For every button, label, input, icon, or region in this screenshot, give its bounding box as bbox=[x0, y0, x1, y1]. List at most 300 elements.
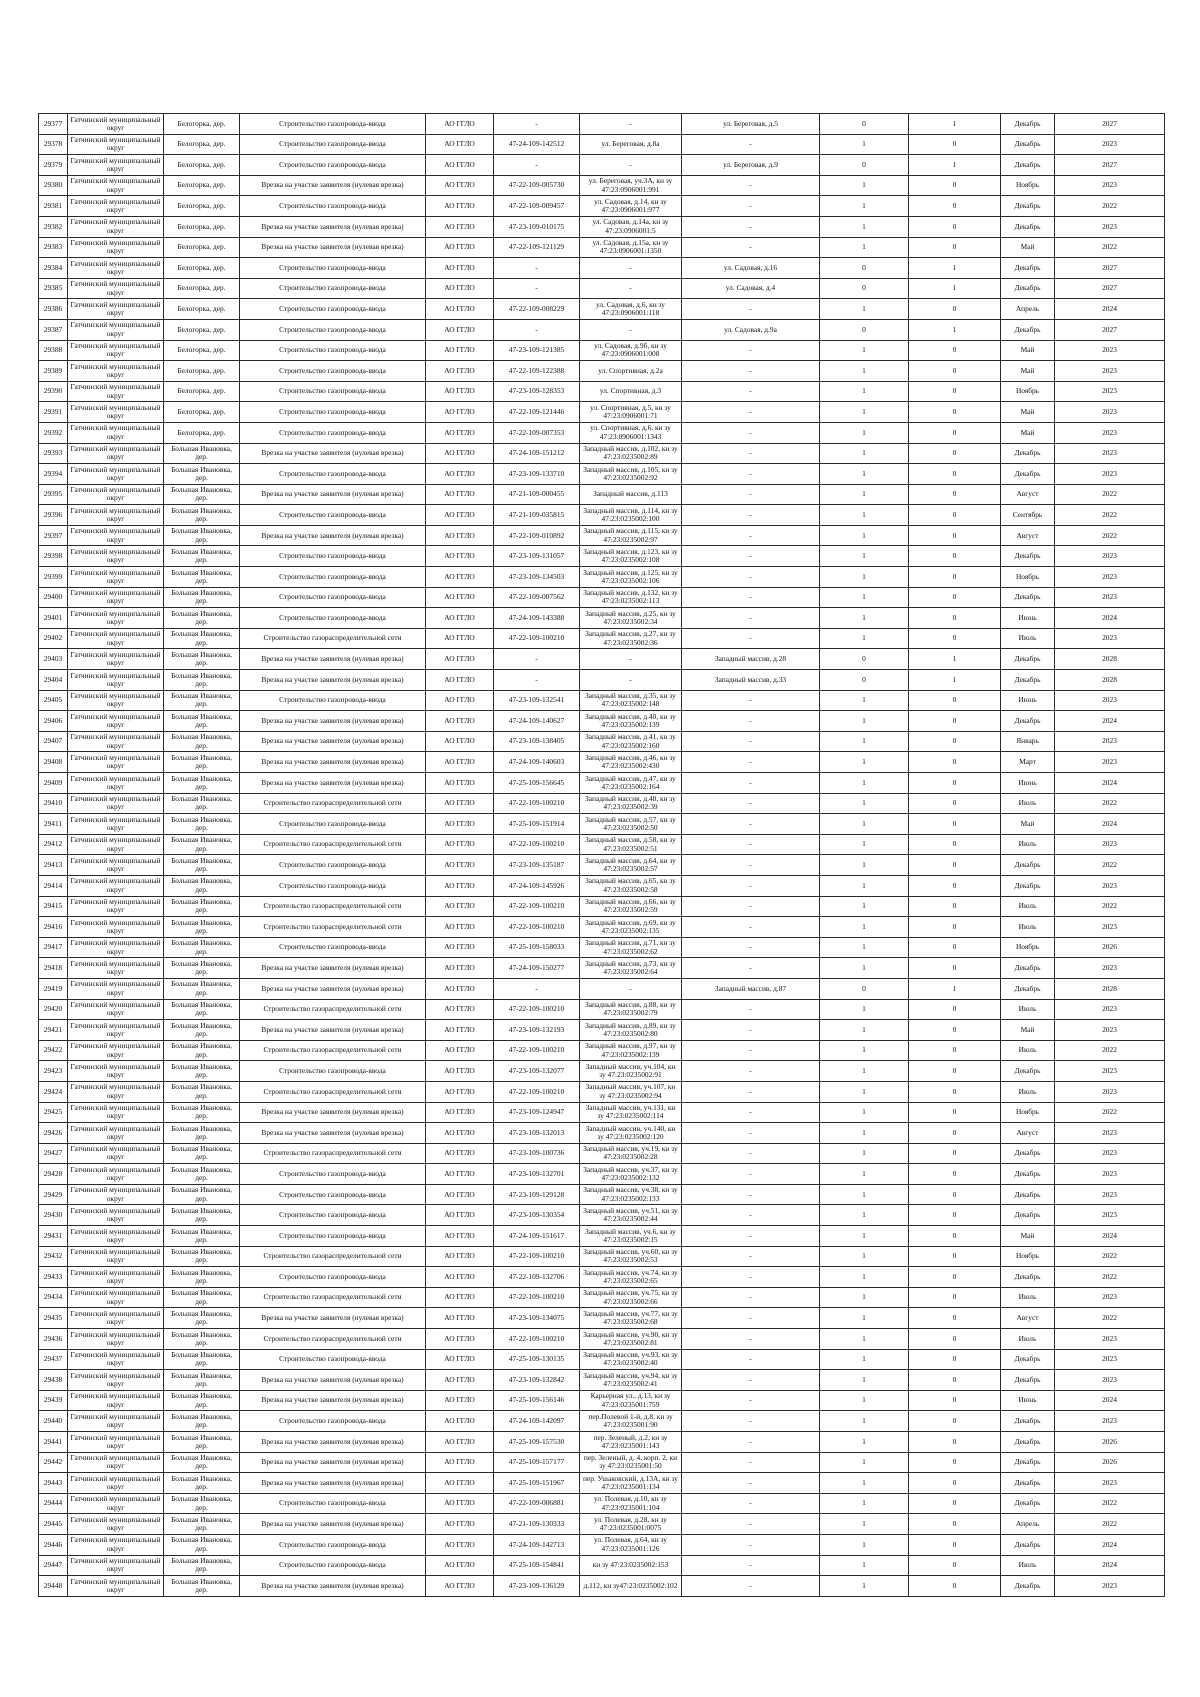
cell-flag-planned: 0 bbox=[909, 731, 1001, 752]
cell-district: Гатчинский муниципальный округ bbox=[68, 196, 164, 217]
cell-locality: Белогорка, дер. bbox=[164, 299, 240, 320]
cell-flag-actual: 0 bbox=[820, 670, 909, 691]
cell-operator: АО ГГЛО bbox=[426, 1081, 494, 1102]
cell-operator: АО ГГЛО bbox=[426, 1370, 494, 1391]
cell-district: Гатчинский муниципальный округ bbox=[68, 299, 164, 320]
cell-work-type: Строительство газопровода-ввода bbox=[240, 567, 426, 588]
table-row bbox=[39, 587, 1165, 608]
cell-planned-address: - bbox=[682, 1184, 820, 1205]
cell-row-number: 29423 bbox=[39, 1061, 68, 1082]
cell-planned-address: - bbox=[682, 1061, 820, 1082]
cell-locality: Большая Ивановка, дер. bbox=[164, 773, 240, 794]
cell-application-number: 47-23-109-133710 bbox=[494, 464, 580, 485]
cell-month: Май bbox=[1001, 1020, 1055, 1041]
cell-row-number: 29381 bbox=[39, 196, 68, 217]
cell-flag-planned: 0 bbox=[909, 937, 1001, 958]
cell-operator: АО ГГЛО bbox=[426, 1246, 494, 1267]
cell-planned-address: ул. Садовая, д.4 bbox=[682, 278, 820, 299]
cell-locality: Большая Ивановка, дер. bbox=[164, 505, 240, 526]
cell-work-type: Врезка на участке заявителя (нулевая врезка) bbox=[240, 1102, 426, 1123]
cell-district: Гатчинский муниципальный округ bbox=[68, 814, 164, 835]
cell-year: 2023 bbox=[1055, 1411, 1165, 1432]
cell-flag-planned: 0 bbox=[909, 608, 1001, 629]
cell-work-type: Строительство газораспределительной сети bbox=[240, 1329, 426, 1350]
cell-district: Гатчинский муниципальный округ bbox=[68, 1329, 164, 1350]
cell-month: Июль bbox=[1001, 917, 1055, 938]
cell-row-number: 29429 bbox=[39, 1184, 68, 1205]
cell-district: Гатчинский муниципальный округ bbox=[68, 1081, 164, 1102]
cell-district: Гатчинский муниципальный округ bbox=[68, 1267, 164, 1288]
cell-flag-planned: 0 bbox=[909, 381, 1001, 402]
cell-planned-address: - bbox=[682, 361, 820, 382]
cell-planned-address: - bbox=[682, 896, 820, 917]
cell-locality: Большая Ивановка, дер. bbox=[164, 752, 240, 773]
cell-work-type: Строительство газопровода-ввода bbox=[240, 196, 426, 217]
cell-planned-address: - bbox=[682, 752, 820, 773]
cell-work-type: Врезка на участке заявителя (нулевая врезка) bbox=[240, 525, 426, 546]
cell-flag-actual: 1 bbox=[820, 937, 909, 958]
cell-application-number: 47-24-109-142713 bbox=[494, 1534, 580, 1555]
cell-flag-planned: 0 bbox=[909, 216, 1001, 237]
cell-flag-actual: 1 bbox=[820, 546, 909, 567]
cell-work-type: Строительство газопровода-ввода bbox=[240, 855, 426, 876]
cell-locality: Большая Ивановка, дер. bbox=[164, 1329, 240, 1350]
cell-locality: Большая Ивановка, дер. bbox=[164, 649, 240, 670]
cell-district: Гатчинский муниципальный округ bbox=[68, 1534, 164, 1555]
cell-application-number: 47-23-109-124947 bbox=[494, 1102, 580, 1123]
table-row bbox=[39, 422, 1165, 443]
cell-address: Западный массив, д.25, кн зу 47:23:0235002:34 bbox=[580, 608, 682, 629]
cell-flag-planned: 0 bbox=[909, 443, 1001, 464]
cell-flag-planned: 0 bbox=[909, 1576, 1001, 1597]
cell-locality: Белогорка, дер. bbox=[164, 134, 240, 155]
cell-planned-address: - bbox=[682, 196, 820, 217]
cell-address: ул. Береговая, д.8а bbox=[580, 134, 682, 155]
cell-flag-actual: 1 bbox=[820, 340, 909, 361]
cell-flag-planned: 0 bbox=[909, 1534, 1001, 1555]
cell-district: Гатчинский муниципальный округ bbox=[68, 1370, 164, 1391]
cell-operator: АО ГГЛО bbox=[426, 525, 494, 546]
cell-district: Гатчинский муниципальный округ bbox=[68, 793, 164, 814]
cell-locality: Большая Ивановка, дер. bbox=[164, 917, 240, 938]
cell-flag-actual: 1 bbox=[820, 1452, 909, 1473]
cell-year: 2028 bbox=[1055, 649, 1165, 670]
cell-planned-address: - bbox=[682, 834, 820, 855]
cell-flag-actual: 1 bbox=[820, 1081, 909, 1102]
cell-address: Западный массив, уч.107, кн зу 47:23:0235002:94 bbox=[580, 1081, 682, 1102]
cell-application-number: 47-25-109-154841 bbox=[494, 1555, 580, 1576]
cell-month: Июль bbox=[1001, 1040, 1055, 1061]
cell-address: Западный массив, уч.6, кн зу 47:23:0235002:15 bbox=[580, 1226, 682, 1247]
cell-locality: Большая Ивановка, дер. bbox=[164, 1534, 240, 1555]
cell-locality: Белогорка, дер. bbox=[164, 196, 240, 217]
cell-flag-planned: 0 bbox=[909, 628, 1001, 649]
cell-planned-address: - bbox=[682, 175, 820, 196]
cell-locality: Большая Ивановка, дер. bbox=[164, 834, 240, 855]
cell-locality: Большая Ивановка, дер. bbox=[164, 1514, 240, 1535]
cell-work-type: Врезка на участке заявителя (нулевая врезка) bbox=[240, 731, 426, 752]
cell-locality: Большая Ивановка, дер. bbox=[164, 793, 240, 814]
cell-planned-address: Западный массив, д.87 bbox=[682, 978, 820, 999]
table-row bbox=[39, 1102, 1165, 1123]
cell-district: Гатчинский муниципальный округ bbox=[68, 402, 164, 423]
cell-flag-planned: 0 bbox=[909, 896, 1001, 917]
cell-application-number: 47-23-109-138405 bbox=[494, 731, 580, 752]
table-row bbox=[39, 711, 1165, 732]
cell-work-type: Строительство газораспределительной сети bbox=[240, 1143, 426, 1164]
cell-year: 2022 bbox=[1055, 1102, 1165, 1123]
cell-district: Гатчинский муниципальный округ bbox=[68, 896, 164, 917]
cell-district: Гатчинский муниципальный округ bbox=[68, 1061, 164, 1082]
cell-planned-address: - bbox=[682, 1390, 820, 1411]
cell-work-type: Врезка на участке заявителя (нулевая врезка) bbox=[240, 978, 426, 999]
cell-district: Гатчинский муниципальный округ bbox=[68, 628, 164, 649]
cell-planned-address: - bbox=[682, 505, 820, 526]
cell-locality: Большая Ивановка, дер. bbox=[164, 855, 240, 876]
cell-planned-address: - bbox=[682, 999, 820, 1020]
cell-work-type: Врезка на участке заявителя (нулевая врезка) bbox=[240, 1514, 426, 1535]
table-row bbox=[39, 1329, 1165, 1350]
cell-row-number: 29388 bbox=[39, 340, 68, 361]
cell-locality: Большая Ивановка, дер. bbox=[164, 978, 240, 999]
table-row bbox=[39, 1143, 1165, 1164]
cell-work-type: Врезка на участке заявителя (нулевая врезка) bbox=[240, 1020, 426, 1041]
cell-month: Декабрь bbox=[1001, 1184, 1055, 1205]
cell-address: - bbox=[580, 155, 682, 176]
cell-address: Западный массив, уч.51, кн зу 47:23:0235002:44 bbox=[580, 1205, 682, 1226]
cell-month: Апрель bbox=[1001, 299, 1055, 320]
cell-row-number: 29413 bbox=[39, 855, 68, 876]
cell-month: Декабрь bbox=[1001, 134, 1055, 155]
cell-month: Декабрь bbox=[1001, 875, 1055, 896]
cell-row-number: 29383 bbox=[39, 237, 68, 258]
cell-application-number: 47-25-109-156146 bbox=[494, 1390, 580, 1411]
cell-locality: Белогорка, дер. bbox=[164, 381, 240, 402]
cell-locality: Большая Ивановка, дер. bbox=[164, 875, 240, 896]
table-row bbox=[39, 1411, 1165, 1432]
cell-row-number: 29391 bbox=[39, 402, 68, 423]
cell-district: Гатчинский муниципальный округ bbox=[68, 711, 164, 732]
cell-district: Гатчинский муниципальный округ bbox=[68, 875, 164, 896]
cell-row-number: 29379 bbox=[39, 155, 68, 176]
cell-work-type: Строительство газопровода-ввода bbox=[240, 1411, 426, 1432]
cell-work-type: Строительство газопровода-ввода bbox=[240, 278, 426, 299]
cell-locality: Белогорка, дер. bbox=[164, 319, 240, 340]
cell-month: Июнь bbox=[1001, 690, 1055, 711]
cell-address: ул. Садовая, д.15а, кн зу 47:23:0906001:1350 bbox=[580, 237, 682, 258]
cell-district: Гатчинский муниципальный округ bbox=[68, 855, 164, 876]
cell-address: ул. Садовая, д.6, кн зу 47:23:0906001:118 bbox=[580, 299, 682, 320]
cell-locality: Большая Ивановка, дер. bbox=[164, 525, 240, 546]
cell-address: Западный массив, уч.75, кн зу 47:23:0235002:66 bbox=[580, 1287, 682, 1308]
cell-planned-address: - bbox=[682, 917, 820, 938]
cell-year: 2023 bbox=[1055, 422, 1165, 443]
cell-address: - bbox=[580, 278, 682, 299]
cell-application-number: 47-25-109-157530 bbox=[494, 1432, 580, 1453]
cell-planned-address: - bbox=[682, 608, 820, 629]
cell-row-number: 29385 bbox=[39, 278, 68, 299]
cell-work-type: Врезка на участке заявителя (нулевая врезка) bbox=[240, 484, 426, 505]
cell-planned-address: - bbox=[682, 381, 820, 402]
cell-flag-planned: 0 bbox=[909, 814, 1001, 835]
cell-address: д.112, кн зу47:23:0235002:102 bbox=[580, 1576, 682, 1597]
cell-locality: Белогорка, дер. bbox=[164, 278, 240, 299]
cell-application-number: 47-22-109-007353 bbox=[494, 422, 580, 443]
cell-row-number: 29438 bbox=[39, 1370, 68, 1391]
cell-work-type: Строительство газопровода-ввода bbox=[240, 1184, 426, 1205]
cell-application-number: - bbox=[494, 114, 580, 135]
cell-district: Гатчинский муниципальный округ bbox=[68, 1349, 164, 1370]
cell-planned-address: - bbox=[682, 1493, 820, 1514]
cell-application-number: 47-25-109-156645 bbox=[494, 773, 580, 794]
cell-month: Декабрь bbox=[1001, 216, 1055, 237]
cell-address: ул. Полевая, д.64, кн зу 47:23:0235001:126 bbox=[580, 1534, 682, 1555]
cell-district: Гатчинский муниципальный округ bbox=[68, 175, 164, 196]
cell-application-number: 47-22-109-008229 bbox=[494, 299, 580, 320]
cell-operator: АО ГГЛО bbox=[426, 134, 494, 155]
cell-row-number: 29400 bbox=[39, 587, 68, 608]
cell-work-type: Врезка на участке заявителя (нулевая врезка) bbox=[240, 216, 426, 237]
cell-address: Западный массив, уч.104, кн зу 47:23:0235002:91 bbox=[580, 1061, 682, 1082]
cell-district: Гатчинский муниципальный округ bbox=[68, 340, 164, 361]
cell-address: - bbox=[580, 670, 682, 691]
table-row bbox=[39, 464, 1165, 485]
cell-flag-planned: 0 bbox=[909, 1349, 1001, 1370]
cell-locality: Большая Ивановка, дер. bbox=[164, 443, 240, 464]
cell-locality: Белогорка, дер. bbox=[164, 237, 240, 258]
cell-operator: АО ГГЛО bbox=[426, 670, 494, 691]
table-row bbox=[39, 1123, 1165, 1144]
cell-work-type: Врезка на участке заявителя (нулевая врезка) bbox=[240, 443, 426, 464]
cell-flag-actual: 1 bbox=[820, 1205, 909, 1226]
cell-district: Гатчинский муниципальный округ bbox=[68, 690, 164, 711]
cell-flag-planned: 0 bbox=[909, 834, 1001, 855]
cell-work-type: Врезка на участке заявителя (нулевая врезка) bbox=[240, 1390, 426, 1411]
cell-operator: АО ГГЛО bbox=[426, 1411, 494, 1432]
cell-flag-actual: 1 bbox=[820, 1534, 909, 1555]
cell-work-type: Строительство газораспределительной сети bbox=[240, 917, 426, 938]
cell-flag-planned: 0 bbox=[909, 340, 1001, 361]
cell-planned-address: - bbox=[682, 422, 820, 443]
cell-year: 2023 bbox=[1055, 1349, 1165, 1370]
cell-flag-planned: 0 bbox=[909, 1143, 1001, 1164]
cell-operator: АО ГГЛО bbox=[426, 1308, 494, 1329]
cell-application-number: 47-24-109-142512 bbox=[494, 134, 580, 155]
cell-year: 2023 bbox=[1055, 175, 1165, 196]
cell-address: пер. Зеленый, д.2, кн зу 47:23:0235001:143 bbox=[580, 1432, 682, 1453]
cell-district: Гатчинский муниципальный округ bbox=[68, 1576, 164, 1597]
cell-application-number: 47-22-109-121129 bbox=[494, 237, 580, 258]
cell-locality: Белогорка, дер. bbox=[164, 258, 240, 279]
cell-flag-planned: 1 bbox=[909, 258, 1001, 279]
table-row bbox=[39, 1267, 1165, 1288]
cell-locality: Большая Ивановка, дер. bbox=[164, 567, 240, 588]
cell-row-number: 29445 bbox=[39, 1514, 68, 1535]
cell-flag-actual: 1 bbox=[820, 1576, 909, 1597]
cell-flag-actual: 1 bbox=[820, 1164, 909, 1185]
cell-operator: АО ГГЛО bbox=[426, 1102, 494, 1123]
cell-year: 2027 bbox=[1055, 278, 1165, 299]
table-row bbox=[39, 237, 1165, 258]
cell-flag-planned: 0 bbox=[909, 484, 1001, 505]
cell-month: Декабрь bbox=[1001, 1164, 1055, 1185]
cell-address: - bbox=[580, 649, 682, 670]
cell-district: Гатчинский муниципальный округ bbox=[68, 114, 164, 135]
cell-address: пер.Полевой 1-й, д.8, кн зу 47:23:0235001:90 bbox=[580, 1411, 682, 1432]
cell-flag-actual: 0 bbox=[820, 278, 909, 299]
cell-application-number: 47-25-109-151914 bbox=[494, 814, 580, 835]
cell-district: Гатчинский муниципальный округ bbox=[68, 237, 164, 258]
cell-work-type: Строительство газораспределительной сети bbox=[240, 628, 426, 649]
cell-year: 2022 bbox=[1055, 525, 1165, 546]
cell-address: ул. Садовая, д.9б, кн зу 47:23:0906001:008 bbox=[580, 340, 682, 361]
cell-district: Гатчинский муниципальный округ bbox=[68, 773, 164, 794]
cell-application-number: 47-23-109-121385 bbox=[494, 340, 580, 361]
cell-flag-planned: 1 bbox=[909, 978, 1001, 999]
cell-month: Июль bbox=[1001, 628, 1055, 649]
cell-district: Гатчинский муниципальный округ bbox=[68, 1514, 164, 1535]
cell-year: 2022 bbox=[1055, 1246, 1165, 1267]
cell-flag-planned: 0 bbox=[909, 1432, 1001, 1453]
cell-year: 2023 bbox=[1055, 1473, 1165, 1494]
cell-flag-planned: 0 bbox=[909, 361, 1001, 382]
cell-flag-planned: 0 bbox=[909, 1411, 1001, 1432]
cell-operator: АО ГГЛО bbox=[426, 299, 494, 320]
cell-flag-actual: 1 bbox=[820, 1493, 909, 1514]
cell-application-number: 47-22-109-009457 bbox=[494, 196, 580, 217]
cell-flag-actual: 1 bbox=[820, 216, 909, 237]
cell-planned-address: - bbox=[682, 773, 820, 794]
cell-year: 2024 bbox=[1055, 773, 1165, 794]
cell-district: Гатчинский муниципальный округ bbox=[68, 505, 164, 526]
cell-month: Август bbox=[1001, 525, 1055, 546]
cell-locality: Большая Ивановка, дер. bbox=[164, 1473, 240, 1494]
cell-work-type: Врезка на участке заявителя (нулевая врезка) bbox=[240, 1370, 426, 1391]
cell-planned-address: - bbox=[682, 567, 820, 588]
cell-flag-actual: 1 bbox=[820, 1555, 909, 1576]
cell-operator: АО ГГЛО bbox=[426, 1452, 494, 1473]
table-row bbox=[39, 834, 1165, 855]
cell-work-type: Строительство газопровода-ввода bbox=[240, 1061, 426, 1082]
cell-locality: Большая Ивановка, дер. bbox=[164, 690, 240, 711]
cell-row-number: 29440 bbox=[39, 1411, 68, 1432]
cell-row-number: 29428 bbox=[39, 1164, 68, 1185]
cell-work-type: Строительство газораспределительной сети bbox=[240, 1081, 426, 1102]
cell-row-number: 29377 bbox=[39, 114, 68, 135]
table-row bbox=[39, 278, 1165, 299]
cell-month: Декабрь bbox=[1001, 196, 1055, 217]
cell-month: Декабрь bbox=[1001, 443, 1055, 464]
cell-work-type: Строительство газопровода-ввода bbox=[240, 299, 426, 320]
cell-operator: АО ГГЛО bbox=[426, 464, 494, 485]
cell-flag-planned: 0 bbox=[909, 875, 1001, 896]
cell-locality: Большая Ивановка, дер. bbox=[164, 1349, 240, 1370]
table-row bbox=[39, 1576, 1165, 1597]
cell-year: 2024 bbox=[1055, 814, 1165, 835]
cell-district: Гатчинский муниципальный округ bbox=[68, 1493, 164, 1514]
cell-planned-address: - bbox=[682, 1020, 820, 1041]
cell-address: Западный массив, д.89, кн зу 47:23:0235002:80 bbox=[580, 1020, 682, 1041]
cell-locality: Большая Ивановка, дер. bbox=[164, 484, 240, 505]
cell-work-type: Строительство газопровода-ввода bbox=[240, 134, 426, 155]
cell-year: 2023 bbox=[1055, 340, 1165, 361]
cell-work-type: Строительство газопровода-ввода bbox=[240, 587, 426, 608]
cell-locality: Большая Ивановка, дер. bbox=[164, 546, 240, 567]
cell-application-number: - bbox=[494, 670, 580, 691]
cell-planned-address: - bbox=[682, 1267, 820, 1288]
cell-application-number: 47-22-109-007562 bbox=[494, 587, 580, 608]
cell-flag-actual: 1 bbox=[820, 875, 909, 896]
cell-flag-actual: 1 bbox=[820, 834, 909, 855]
cell-flag-actual: 1 bbox=[820, 752, 909, 773]
cell-planned-address: - bbox=[682, 1514, 820, 1535]
cell-month: Май bbox=[1001, 361, 1055, 382]
cell-month: Декабрь bbox=[1001, 649, 1055, 670]
table-row bbox=[39, 196, 1165, 217]
cell-address: - bbox=[580, 258, 682, 279]
cell-year: 2024 bbox=[1055, 711, 1165, 732]
cell-month: Декабрь bbox=[1001, 1493, 1055, 1514]
cell-operator: АО ГГЛО bbox=[426, 155, 494, 176]
cell-address: ул. Садовая, д.14а, кн зу 47:23:0906001:5 bbox=[580, 216, 682, 237]
cell-month: Декабрь bbox=[1001, 1349, 1055, 1370]
cell-planned-address: ул. Береговая, д.5 bbox=[682, 114, 820, 135]
cell-operator: АО ГГЛО bbox=[426, 978, 494, 999]
cell-locality: Большая Ивановка, дер. bbox=[164, 711, 240, 732]
cell-flag-planned: 0 bbox=[909, 1493, 1001, 1514]
cell-flag-planned: 0 bbox=[909, 1246, 1001, 1267]
cell-application-number: 47-24-109-143388 bbox=[494, 608, 580, 629]
cell-year: 2022 bbox=[1055, 896, 1165, 917]
cell-locality: Белогорка, дер. bbox=[164, 175, 240, 196]
cell-flag-planned: 0 bbox=[909, 1102, 1001, 1123]
cell-work-type: Строительство газораспределительной сети bbox=[240, 1040, 426, 1061]
cell-operator: АО ГГЛО bbox=[426, 505, 494, 526]
table-row bbox=[39, 958, 1165, 979]
cell-year: 2023 bbox=[1055, 1081, 1165, 1102]
cell-district: Гатчинский муниципальный округ bbox=[68, 216, 164, 237]
cell-month: Декабрь bbox=[1001, 670, 1055, 691]
cell-application-number: 47-23-109-131057 bbox=[494, 546, 580, 567]
cell-district: Гатчинский муниципальный округ bbox=[68, 422, 164, 443]
cell-application-number: 47-23-109-132842 bbox=[494, 1370, 580, 1391]
cell-operator: АО ГГЛО bbox=[426, 361, 494, 382]
cell-application-number: 47-24-109-151212 bbox=[494, 443, 580, 464]
cell-district: Гатчинский муниципальный округ bbox=[68, 1020, 164, 1041]
cell-district: Гатчинский муниципальный округ bbox=[68, 937, 164, 958]
cell-address: Западный массив, д.57, кн зу 47:23:0235002:50 bbox=[580, 814, 682, 835]
cell-operator: АО ГГЛО bbox=[426, 1267, 494, 1288]
cell-locality: Большая Ивановка, дер. bbox=[164, 999, 240, 1020]
cell-planned-address: - bbox=[682, 1452, 820, 1473]
cell-flag-actual: 1 bbox=[820, 402, 909, 423]
cell-locality: Большая Ивановка, дер. bbox=[164, 1040, 240, 1061]
cell-planned-address: - bbox=[682, 855, 820, 876]
cell-year: 2023 bbox=[1055, 1576, 1165, 1597]
table-row bbox=[39, 1390, 1165, 1411]
cell-flag-actual: 1 bbox=[820, 1123, 909, 1144]
cell-year: 2023 bbox=[1055, 1184, 1165, 1205]
cell-row-number: 29380 bbox=[39, 175, 68, 196]
cell-planned-address: - bbox=[682, 134, 820, 155]
cell-application-number: 47-22-109-132706 bbox=[494, 1267, 580, 1288]
cell-work-type: Строительство газопровода-ввода bbox=[240, 937, 426, 958]
cell-month: Декабрь bbox=[1001, 1534, 1055, 1555]
cell-operator: АО ГГЛО bbox=[426, 340, 494, 361]
cell-application-number: 47-23-109-134503 bbox=[494, 567, 580, 588]
cell-month: Ноябрь bbox=[1001, 381, 1055, 402]
cell-year: 2023 bbox=[1055, 731, 1165, 752]
